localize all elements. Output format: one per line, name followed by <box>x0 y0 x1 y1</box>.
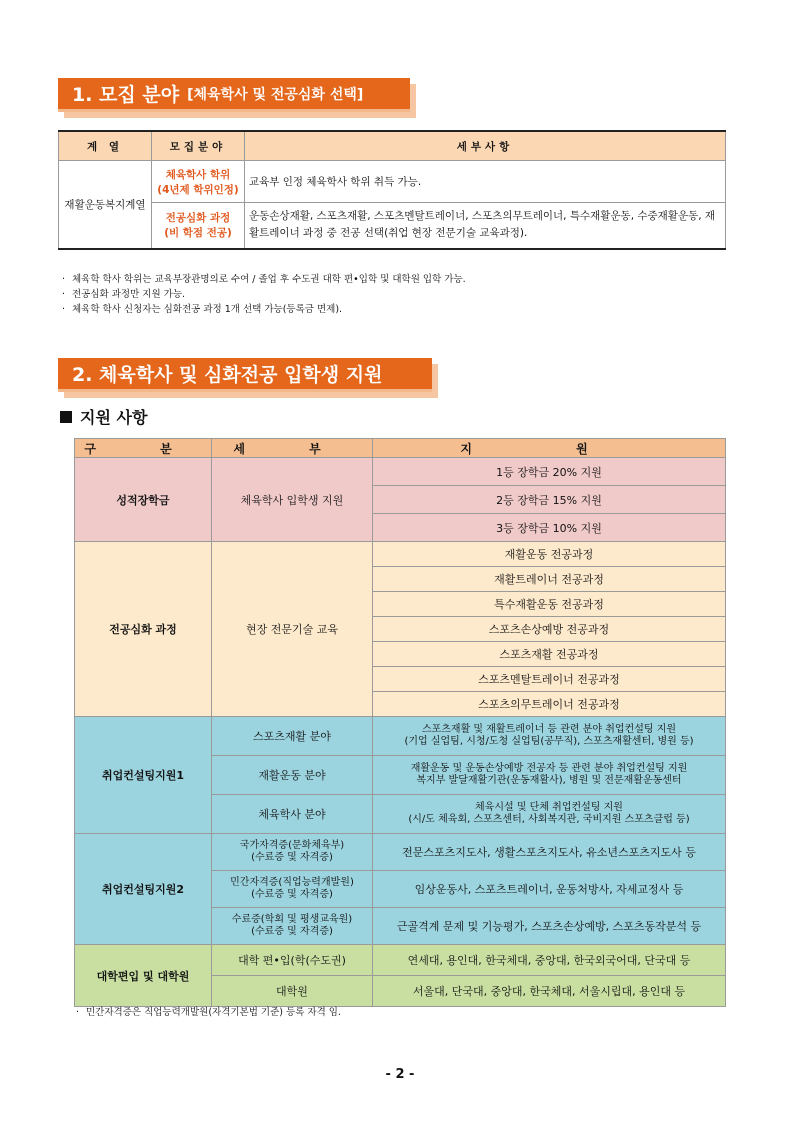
job2-detail <box>212 834 373 871</box>
detail-bachelor: 교육부 인정 체육학사 학위 취득 가능. <box>245 161 726 203</box>
section1-notes <box>60 272 740 317</box>
field-advanced <box>152 203 245 249</box>
page-number: - 2 - <box>385 1067 415 1082</box>
category-cell: 재활운동복지계열 <box>59 161 152 249</box>
job2-category: 취업컨설팅지원2 <box>75 834 212 945</box>
field-bachelor-line1: 체육학사 학위 <box>165 168 231 181</box>
recruitment-table <box>58 130 726 250</box>
advanced-item: 스포츠멘탈트레이너 전공과정 <box>373 667 726 692</box>
advanced-item: 재활운동 전공과정 <box>373 542 726 567</box>
job2-support: 근골격계 문제 및 기능평가, 스포츠손상예방, 스포츠동작분석 등 <box>373 908 726 945</box>
support-subheading <box>60 405 147 428</box>
job1-support-line2: (기업 실업팀, 시청/도청 실업팀(공무직), 스포츠재활센터, 병원 등) <box>404 736 694 747</box>
job1-category: 취업컨설팅지원1 <box>75 717 212 834</box>
section2-title-main: 2. 체육학사 및 심화전공 입학생 지원 <box>72 364 383 386</box>
university-category: 대학편입 및 대학원 <box>75 945 212 1007</box>
job2-detail-line1: 수료증(학회 및 평생교육원) <box>231 914 353 925</box>
job1-support-line1: 스포츠재활 및 재활트레이너 등 관련 분야 취업컨설팅 지원 <box>421 724 677 735</box>
job2-detail-line2: (수료증 및 자격증) <box>251 889 333 900</box>
note-item: · 민간자격증은 직업능력개발원(자격기본법 기준) 등록 자격 임. <box>74 1005 734 1020</box>
job1-support <box>373 756 726 795</box>
job2-detail-line1: 민간자격증(직업능력개발원) <box>230 877 354 888</box>
advanced-item: 재활트레이너 전공과정 <box>373 567 726 592</box>
job2-detail <box>212 908 373 945</box>
job1-support-line2: 복지부 발달재활기관(운동재활사), 병원 및 전문재활운동센터 <box>416 775 682 786</box>
advanced-item: 특수재활운동 전공과정 <box>373 592 726 617</box>
job2-detail-line1: 국가자격증(문화체육부) <box>239 840 345 851</box>
section1-title-sub: [체육학사 및 전공심화 선택] <box>187 86 364 103</box>
job1-detail: 스포츠재활 분야 <box>212 717 373 756</box>
section1-title <box>58 78 410 112</box>
header-detail: 세부사항 <box>245 131 726 161</box>
advanced-item: 스포츠재활 전공과정 <box>373 642 726 667</box>
support-table <box>74 438 726 1007</box>
job2-detail-line2: (수료증 및 자격증) <box>251 852 333 863</box>
field-advanced-line2: (비 학점 전공) <box>164 227 232 240</box>
advanced-category: 전공심화 과정 <box>75 542 212 717</box>
field-bachelor <box>152 161 245 203</box>
square-bullet-icon <box>60 411 72 423</box>
job2-detail <box>212 871 373 908</box>
field-advanced-line1: 전공심화 과정 <box>165 212 231 225</box>
scholarship-item: 2등 장학금 15% 지원 <box>373 486 726 514</box>
job1-support-line2: (시/도 체육회, 스포츠센터, 사회복지관, 국비지원 스포츠클럽 등) <box>408 814 690 825</box>
university-detail: 대학원 <box>212 976 373 1007</box>
advanced-item: 스포츠의무트레이너 전공과정 <box>373 692 726 717</box>
scholarship-item: 1등 장학금 20% 지원 <box>373 458 726 486</box>
job1-detail: 체육학사 분야 <box>212 795 373 834</box>
scholarship-category: 성적장학금 <box>75 458 212 542</box>
job1-support <box>373 795 726 834</box>
advanced-item: 스포츠손상예방 전공과정 <box>373 617 726 642</box>
university-detail: 대학 편•입(학(수도권) <box>212 945 373 976</box>
job2-support: 임상운동사, 스포츠트레이너, 운동처방사, 자세교정사 등 <box>373 871 726 908</box>
job2-support: 전문스포츠지도사, 생활스포츠지도사, 유소년스포츠지도사 등 <box>373 834 726 871</box>
note-item: · 전공심화 과정만 지원 가능. <box>60 287 740 302</box>
scholarship-detail: 체육학사 입학생 지원 <box>212 458 373 542</box>
note-item: · 체육학 학사 학위는 교육부장관명의로 수여 / 졸업 후 수도권 대학 편•입학 및 대학원 입학 가능. <box>60 272 740 287</box>
scholarship-item: 3등 장학금 10% 지원 <box>373 514 726 542</box>
section1-title-main: 1. 모집 분야 <box>72 84 180 106</box>
job1-support <box>373 717 726 756</box>
field-bachelor-line2: (4년제 학위인정) <box>157 183 239 196</box>
detail-advanced: 운동손상재활, 스포츠재활, 스포츠멘탈트레이너, 스포츠의무트레이너, 특수재활운동, 수중재활운동, 재활트레이너 과정 중 전공 선택(취업 현장 전문기술 교육과정). <box>245 203 726 249</box>
header-field: 모집분야 <box>152 131 245 161</box>
support-subheading-text: 지원 사항 <box>80 408 148 427</box>
job1-support-line1: 재활운동 및 운동손상예방 전공자 등 관련 분야 취업컨설팅 지원 <box>410 763 688 774</box>
university-support: 서울대, 단국대, 중앙대, 한국체대, 서울시립대, 용인대 등 <box>373 976 726 1007</box>
header-category: 계 열 <box>59 131 152 161</box>
header-division: 구 분 <box>75 439 212 458</box>
note-item: · 체육학 학사 신청자는 심화전공 과정 1개 선택 가능(등록금 면제). <box>60 302 740 317</box>
header-sub: 세 부 <box>212 439 373 458</box>
section2-notes <box>74 1005 734 1020</box>
job1-support-line1: 체육시설 및 단체 취업컨설팅 지원 <box>475 802 623 813</box>
header-support: 지 원 <box>373 439 726 458</box>
job1-detail: 재활운동 분야 <box>212 756 373 795</box>
job2-detail-line2: (수료증 및 자격증) <box>251 926 333 937</box>
advanced-detail: 현장 전문기술 교육 <box>212 542 373 717</box>
section2-title <box>58 358 432 392</box>
university-support: 연세대, 용인대, 한국체대, 중앙대, 한국외국어대, 단국대 등 <box>373 945 726 976</box>
